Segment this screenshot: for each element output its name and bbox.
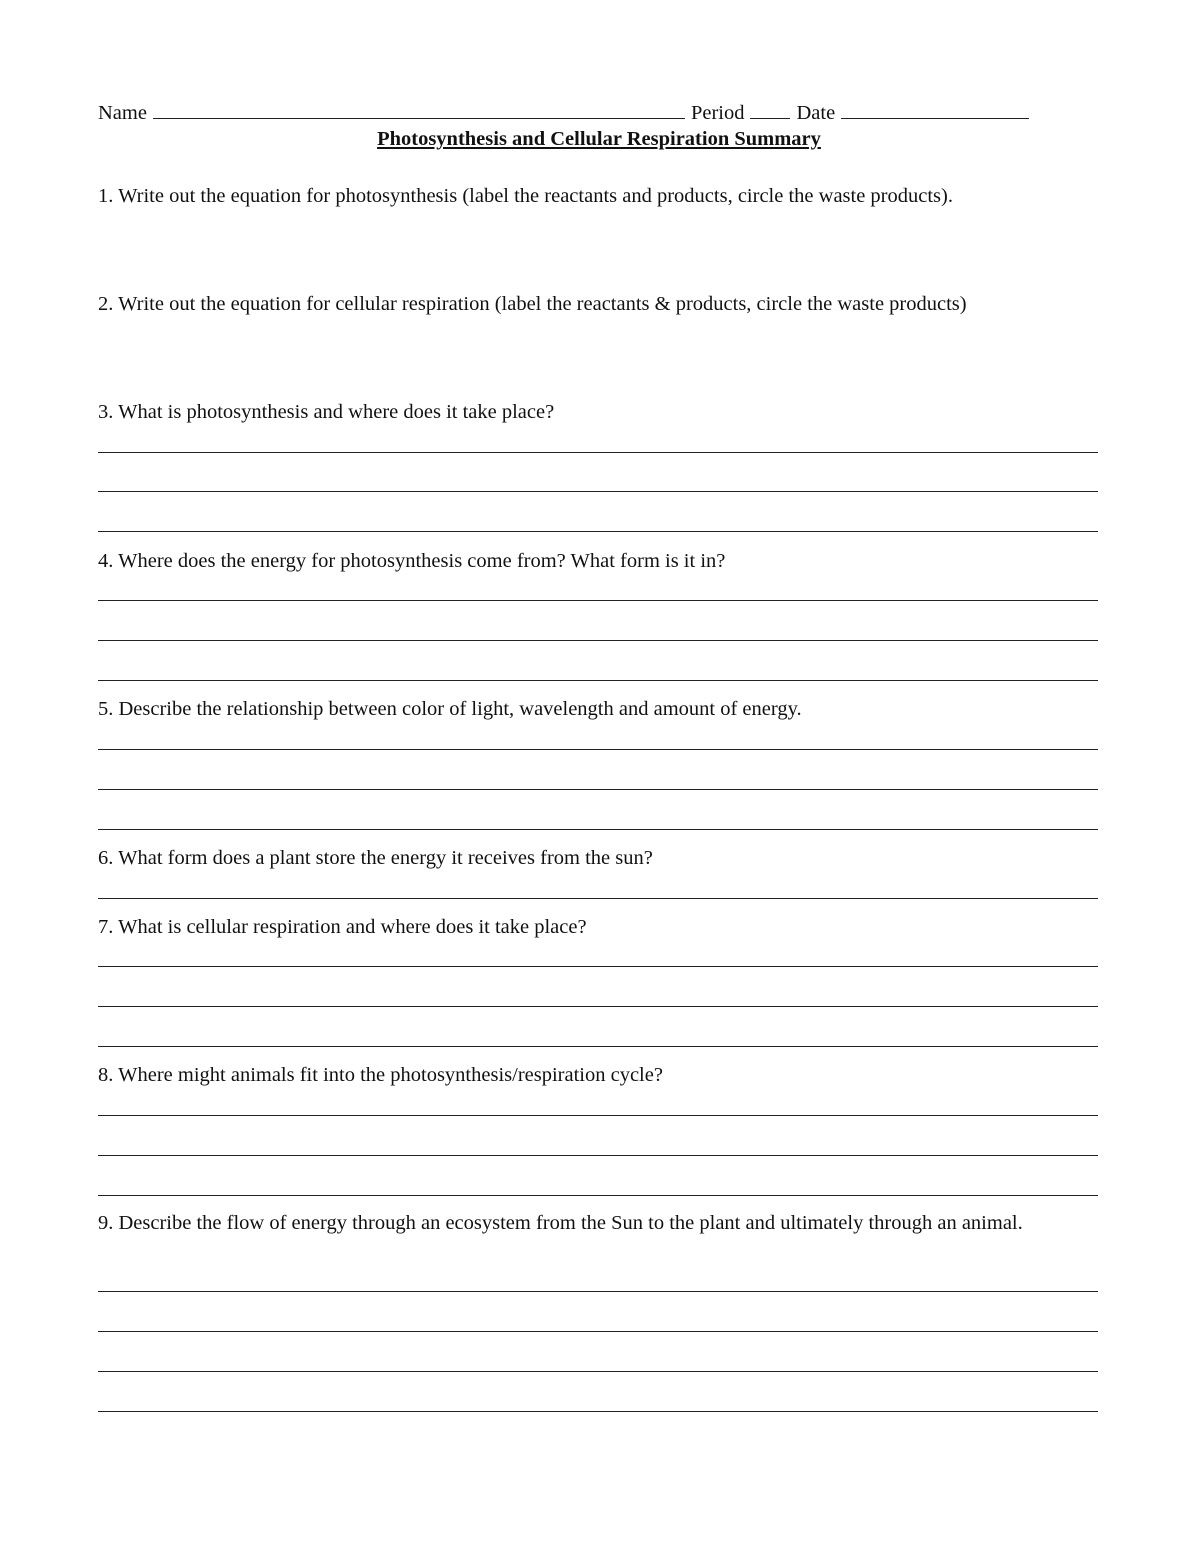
answer-line[interactable]	[98, 680, 1098, 681]
period-label: Period	[690, 102, 745, 124]
question-4: 4. Where does the energy for photosynthesis come from? What form is it in?	[98, 550, 726, 572]
name-label: Name	[98, 102, 147, 124]
answer-line[interactable]	[98, 640, 1098, 641]
answer-line[interactable]	[98, 966, 1098, 967]
answer-line[interactable]	[98, 1331, 1098, 1332]
answer-line[interactable]	[98, 1411, 1098, 1412]
answer-line[interactable]	[98, 452, 1098, 453]
answer-line[interactable]	[98, 1371, 1098, 1372]
page-title: Photosynthesis and Cellular Respiration Summary	[377, 128, 821, 150]
question-6: 6. What form does a plant store the energy it receives from the sun?	[98, 847, 653, 869]
question-2: 2. Write out the equation for cellular respiration (label the reactants & products, circle the waste products)	[98, 293, 967, 315]
answer-line[interactable]	[98, 1115, 1098, 1116]
answer-line[interactable]	[98, 491, 1098, 492]
answer-line[interactable]	[98, 1195, 1098, 1196]
answer-line[interactable]	[98, 898, 1098, 899]
question-9: 9. Describe the flow of energy through an ecosystem from the Sun to the plant and ultimately through an animal.	[98, 1212, 1023, 1234]
period-blank[interactable]	[750, 98, 790, 119]
name-blank[interactable]	[153, 98, 685, 119]
question-5: 5. Describe the relationship between color of light, wavelength and amount of energy.	[98, 698, 802, 720]
answer-line[interactable]	[98, 829, 1098, 830]
answer-line[interactable]	[98, 789, 1098, 790]
answer-line[interactable]	[98, 1006, 1098, 1007]
date-blank[interactable]	[841, 98, 1029, 119]
answer-line[interactable]	[98, 600, 1098, 601]
answer-line[interactable]	[98, 749, 1098, 750]
answer-line[interactable]	[98, 1046, 1098, 1047]
question-1: 1. Write out the equation for photosynthesis (label the reactants and products, circle the waste products).	[98, 185, 953, 207]
question-3: 3. What is photosynthesis and where does it take place?	[98, 401, 555, 423]
date-label: Date	[796, 102, 836, 124]
header-fields	[98, 98, 1100, 128]
question-7: 7. What is cellular respiration and where does it take place?	[98, 916, 587, 938]
answer-line[interactable]	[98, 531, 1098, 532]
question-8: 8. Where might animals fit into the photosynthesis/respiration cycle?	[98, 1064, 663, 1086]
answer-line[interactable]	[98, 1291, 1098, 1292]
answer-line[interactable]	[98, 1155, 1098, 1156]
worksheet-page	[98, 98, 1100, 1234]
